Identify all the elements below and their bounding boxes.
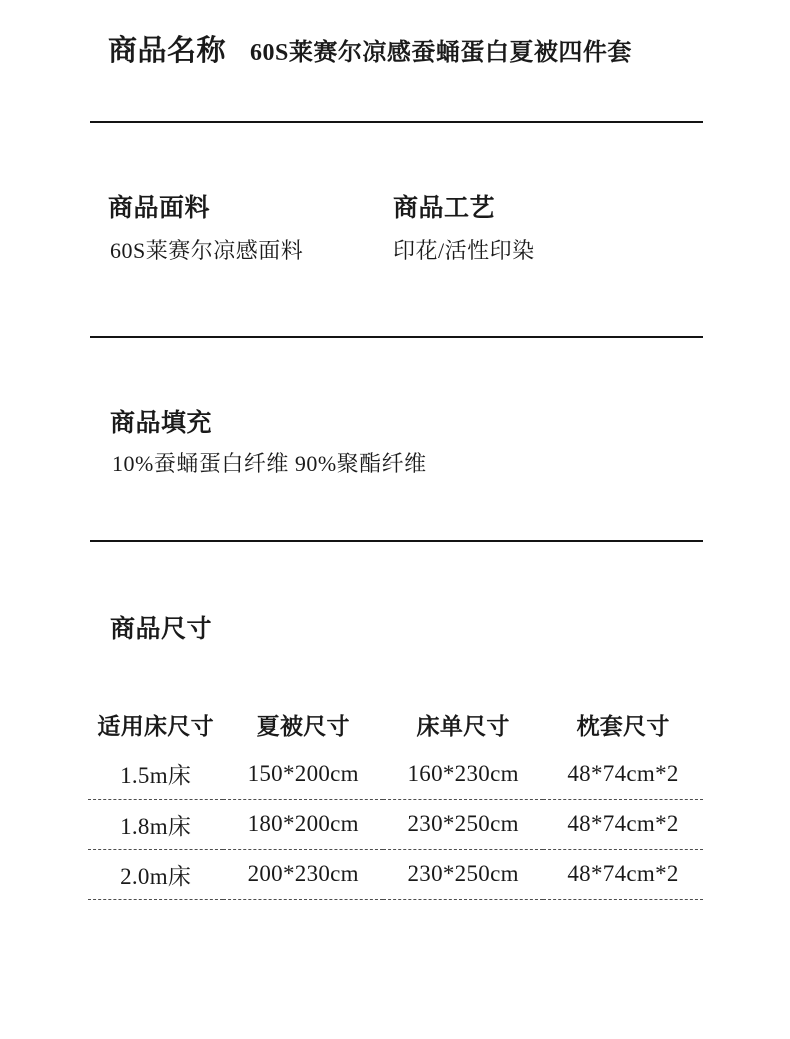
- cell-pillow-size: 48*74cm*2: [567, 811, 679, 836]
- cell-quilt-size: 150*200cm: [247, 760, 359, 786]
- craft-section-value: 印花/活性印染: [393, 238, 535, 263]
- table-row: [88, 849, 703, 899]
- cell-sheet-size: 230*250cm: [407, 811, 519, 836]
- cell-pillow-size: 48*74cm*2: [567, 760, 679, 786]
- cell-quilt-size: 200*230cm: [247, 861, 359, 886]
- section-divider: [90, 121, 703, 123]
- cell-sheet-size: 160*230cm: [407, 760, 519, 786]
- product-name-label: 商品名称: [108, 35, 227, 67]
- col-header-pillow-size: 枕套尺寸: [576, 714, 670, 739]
- col-header-bed-size: 适用床尺寸: [97, 714, 214, 739]
- cell-bed-size: 1.5m床: [120, 763, 192, 789]
- cell-sheet-size: 230*250cm: [407, 861, 519, 886]
- filling-section-label: 商品填充: [110, 410, 213, 437]
- size-section-label: 商品尺寸: [110, 616, 213, 643]
- cell-bed-size: 1.8m床: [120, 813, 192, 839]
- table-row: [88, 799, 703, 849]
- section-divider: [90, 336, 703, 338]
- col-header-sheet-size: 床单尺寸: [416, 714, 510, 739]
- filling-section-value: 10%蚕蛹蛋白纤维 90%聚酯纤维: [112, 451, 427, 476]
- col-header-quilt-size: 夏被尺寸: [256, 714, 350, 739]
- cell-pillow-size: 48*74cm*2: [567, 861, 679, 886]
- section-divider: [90, 540, 703, 542]
- fabric-section-value: 60S莱赛尔凉感面料: [110, 238, 304, 263]
- craft-section-label: 商品工艺: [393, 195, 496, 222]
- cell-quilt-size: 180*200cm: [247, 811, 359, 836]
- fabric-section-label: 商品面料: [108, 195, 211, 222]
- table-row: [88, 749, 703, 799]
- size-table: [88, 700, 703, 900]
- product-name-value: 60S莱赛尔凉感蚕蛹蛋白夏被四件套: [250, 40, 632, 66]
- product-name-row: [108, 37, 632, 66]
- size-table-header-row: [88, 700, 703, 749]
- cell-bed-size: 2.0m床: [120, 863, 192, 889]
